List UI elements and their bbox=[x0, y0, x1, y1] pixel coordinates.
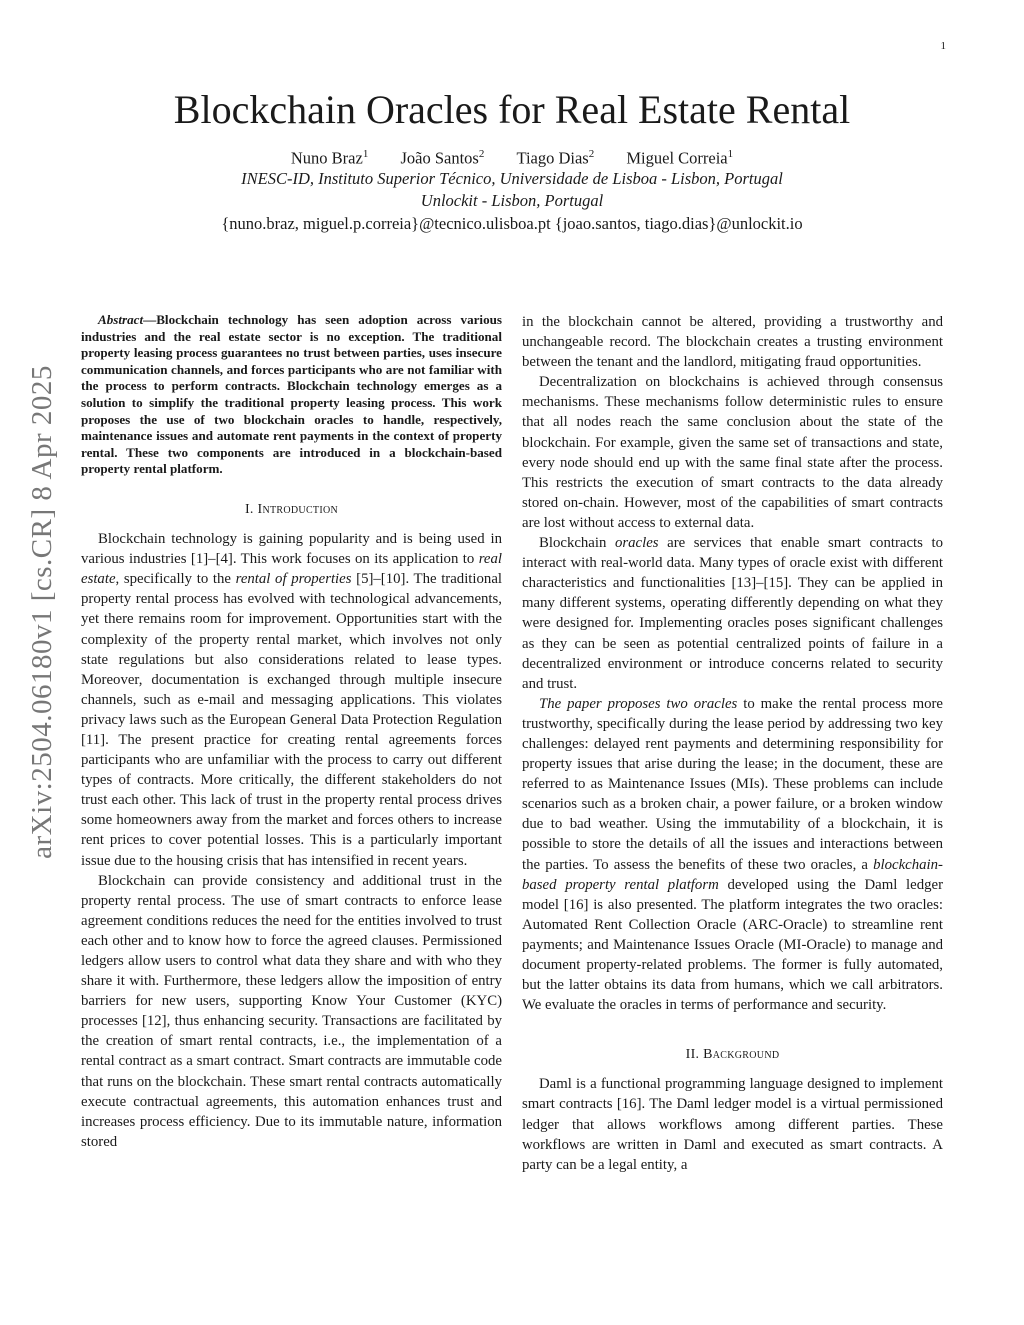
paper-title: Blockchain Oracles for Real Estate Rental bbox=[173, 87, 851, 132]
intro-paragraph bbox=[522, 533, 943, 694]
arxiv-stamp: arXiv:2504.06180v1 [cs.CR] 8 Apr 2025 bbox=[26, 365, 58, 859]
text-run: to make the rental process more trustworthy, specifically during the lease period by addressing two key challenges: delayed rent payments and determining responsibility for property issues that arise during the lease; in the document, these are referred to as Maintenance Issues (MIs). These problems can include scenarios such as a broken chair, a power failure, or a broken window due to bad weather. Using the immutability of a blockchain, it is possible to store the details of all the issues and interactions between the parties. To assess the benefits of these two oracles, a bbox=[522, 695, 943, 873]
author-affil-mark: 1 bbox=[727, 148, 734, 160]
emphasis: The paper proposes two oracles bbox=[539, 695, 738, 712]
emphasis: rental of properties bbox=[235, 571, 352, 588]
page-number: 1 bbox=[940, 40, 946, 52]
author-name: Nuno Braz bbox=[290, 148, 363, 168]
author-affil-mark: 2 bbox=[478, 148, 485, 160]
abstract bbox=[81, 312, 502, 478]
author-name: Miguel Correia bbox=[626, 148, 728, 168]
affiliation: Unlockit - Lisbon, Portugal bbox=[420, 190, 604, 210]
emphasis: real estate bbox=[81, 551, 502, 588]
author-name: João Santos bbox=[400, 148, 479, 168]
author-list bbox=[0, 148, 1024, 168]
author bbox=[400, 148, 484, 168]
text-run: , specifically to the bbox=[115, 571, 236, 588]
text-run: are services that enable smart contracts to interact with real-world data. Many types of oracle exist with different characteristics and functionalities [13]–[15]. They can be applied in many different systems, operating differently depending on what they were designed for. Implementing oracles poses significant challenges as they can be seen as potential centralized points of failure in a decentralized environment or introduce concerns related to security and trust. bbox=[522, 535, 943, 692]
text-run: developed using the Daml ledger model [16] is also presented. The platform integrates the two oracles: Automated Rent Collection Oracle (ARC-Oracle) to streamline rent payments; and Maintenance Issues Oracle (MI-Oracle) to manage and document property-related problems. The former is fully automated, but the latter obtains its data from humans, which we call arbitrators. We evaluate the oracles in terms of performance and security. bbox=[522, 876, 943, 1014]
intro-paragraph: Decentralization on blockchains is achieved through consensus mechanisms. These mechanisms follow deterministic rules to ensure that all nodes reach the same conclusion about the state of the blockchain. For example, given the same set of transactions and state, every node should end up with the same final state after the process. This restricts the execution of smart contracts to the data already stored on-chain. However, most of the capabilities of smart contracts are lost without access to external data. bbox=[522, 374, 943, 531]
text-run: Blockchain technology is gaining popularity and is being used in various industries [1]–[4]. This work focuses on its application to bbox=[81, 531, 502, 568]
author-name: Tiago Dias bbox=[516, 148, 589, 168]
intro-paragraph bbox=[522, 694, 943, 1016]
emphasis: blockchain-based property rental platform bbox=[522, 856, 943, 893]
author bbox=[291, 148, 368, 168]
paper-header bbox=[0, 88, 1024, 235]
intro-paragraph-continued: in the blockchain cannot be altered, providing a trustworthy and unchangeable record. The blockchain creates a trusting environment between the tenant and the landlord, mitigating fraud opportunities. bbox=[522, 314, 943, 371]
author bbox=[516, 148, 594, 168]
emphasis: oracles bbox=[614, 535, 659, 552]
author-affil-mark: 2 bbox=[588, 148, 595, 160]
abstract-label: Abstract bbox=[98, 312, 144, 327]
right-column bbox=[522, 312, 943, 1175]
author bbox=[626, 148, 733, 168]
text-run: Blockchain bbox=[539, 535, 615, 552]
affiliation: INESC-ID, Instituto Superior Técnico, Universidade de Lisboa - Lisbon, Portugal bbox=[241, 169, 783, 189]
text-run: [5]–[10]. The traditional property rental process has evolved with technological advancements, yet there remains room for improvement. Opportunities start with the complexity of the property rental market, which involves not only state regulations but also considerations related to lease types. Moreover, documentation is exchanged through multiple insecure channels, such as e-mail and messaging applications. This violates privacy laws such as the European General Data Protection Regulation [11]. The present practice for creating rental agreements forces participants who are unfamiliar with the process to carry out different types of contracts. More critically, the different stakeholders do not trust each other. This lack of trust in the property rental process drives some homeowners away from the market and forces others to increase rent prices to cover potential losses. This is a particularly important issue due to the housing crisis that has intensified in recent years. bbox=[81, 571, 503, 869]
author-affil-mark: 1 bbox=[362, 148, 369, 160]
background-paragraph: Daml is a functional programming language designed to implement smart contracts [16]. The Daml ledger model is a virtual permissioned ledger that allows workflows among different parties. These workflows are written in Daml and executed as smart contracts. A party can be a legal entity, a bbox=[522, 1076, 943, 1173]
left-column bbox=[81, 312, 502, 1152]
intro-paragraph: Blockchain can provide consistency and additional trust in the property rental process. The use of smart contracts to enforce lease agreement conditions reduces the need for the entities involved to trust each other and to know how to force the agreed clauses. Permissioned ledgers allow users to control what data they share and with who they share it with. Furthermore, these ledgers allow the imposition of entry barriers for new users, supporting Know Your Customer (KYC) processes [12], thus enhancing security. Transactions are facilitated by the creation of smart rental contracts, i.e., the implementation of a rental contract as a smart contract. Smart contracts are immutable code that runs on the blockchain. These smart rental contracts automatically execute contractual agreements, this automation enhances trust and increases process efficiency. Due to its immutable nature, information stored bbox=[81, 872, 502, 1150]
author-emails: {nuno.braz, miguel.p.correia}@tecnico.ulisboa.pt {joao.santos, tiago.dias}@unlockit.io bbox=[221, 214, 803, 234]
section-heading-background: II. Background bbox=[685, 1047, 780, 1063]
intro-paragraph bbox=[81, 529, 502, 871]
abstract-text: —Blockchain technology has seen adoption across various industries and the real estate sector is no exception. The traditional property leasing process guarantees no trust between parties, uses insecure communication channels, and forces participants who are not familiar with the process to perform contracts. Blockchain technology emerges as a solution to simplify the traditional property leasing process. This work proposes the use of two blockchain oracles to handle, respectively, maintenance issues and automate rent payments in the context of property rental. These two components are introduced in a blockchain-based property rental platform. bbox=[81, 312, 502, 477]
section-heading-introduction: I. Introduction bbox=[244, 501, 339, 517]
